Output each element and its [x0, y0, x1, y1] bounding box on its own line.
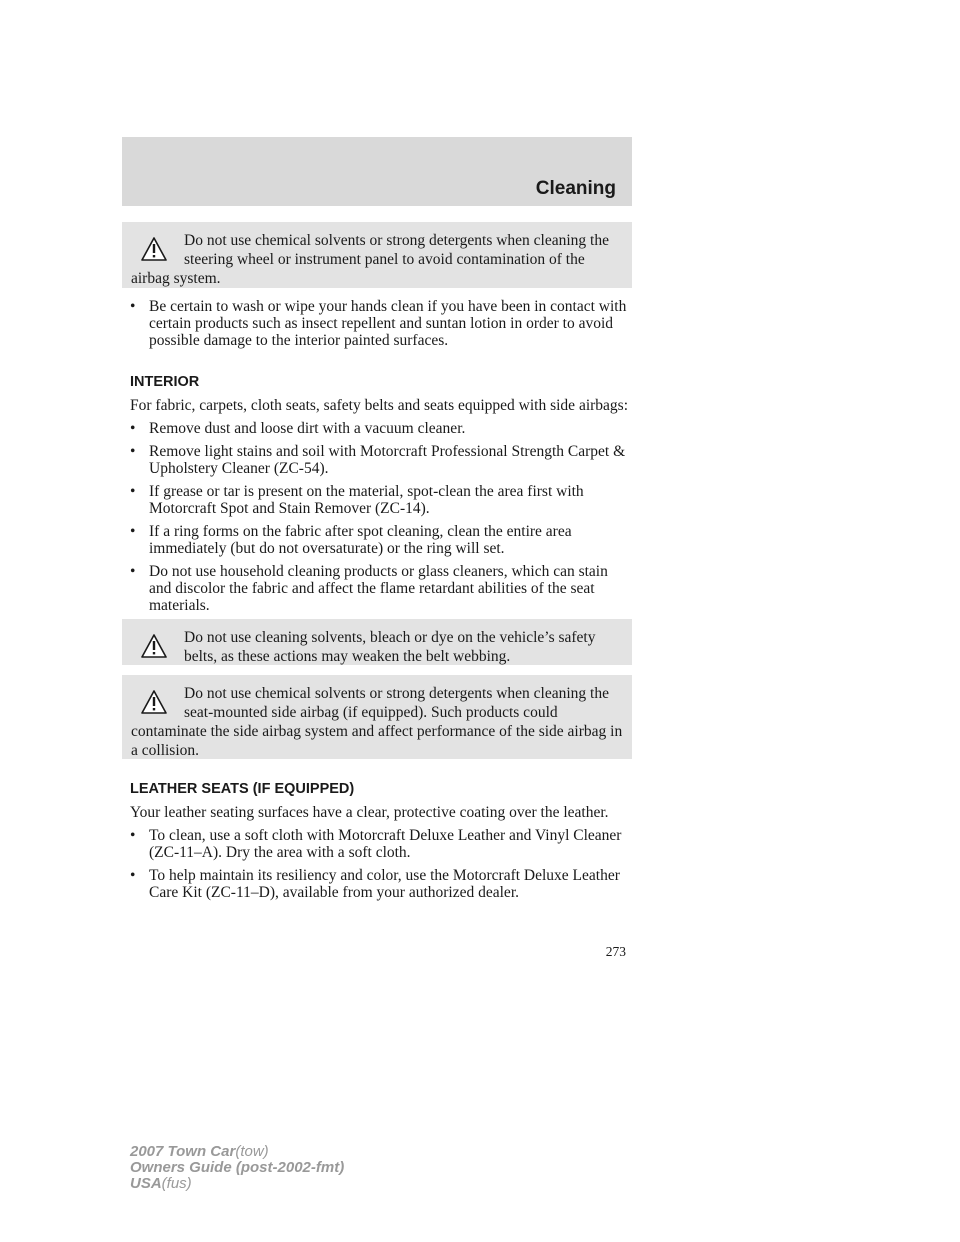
warning-box	[122, 619, 632, 665]
footer-model-code: (tow)	[235, 1143, 269, 1160]
warning-text: Do not use chemical solvents or strong detergents when cleaning the steering wheel or instrument panel to avoid contamination of the airbag system.	[131, 232, 609, 287]
warning-triangle-icon	[140, 633, 168, 659]
footer-model: 2007 Town Car	[130, 1143, 236, 1160]
footer-guide: Owners Guide (post-2002-fmt)	[130, 1159, 345, 1176]
section-header	[122, 137, 632, 206]
leather-heading: LEATHER SEATS (IF EQUIPPED)	[130, 781, 355, 797]
list-item: • Be certain to wash or wipe your hands clean if you have been in contact with certain products such as insect repellent and suntan lotion in order to avoid possible damage to the interior painted surfaces.	[130, 298, 627, 349]
interior-intro: For fabric, carpets, cloth seats, safety belts and seats equipped with side airbags:	[130, 397, 629, 414]
list-item: • To help maintain its resiliency and color, use the Motorcraft Deluxe Leather Care Kit (ZC-11–D), available from your authorized dealer.	[130, 867, 620, 901]
interior-heading: INTERIOR	[130, 374, 200, 390]
list-item: • If grease or tar is present on the material, spot-clean the area first with Motorcraft Spot and Stain Remover (ZC-14).	[130, 483, 584, 517]
warning-triangle-icon	[140, 236, 168, 262]
list-item: • Remove light stains and soil with Motorcraft Professional Strength Carpet & Upholstery Cleaner (ZC-54).	[130, 443, 626, 477]
hand-wash-bullet	[130, 298, 632, 349]
warning-text: Do not use cleaning solvents, bleach or dye on the vehicle’s safety belts, as these actions may weaken the belt webbing.	[184, 629, 596, 665]
section-title: Cleaning	[535, 178, 616, 199]
list-item: • To clean, use a soft cloth with Motorcraft Deluxe Leather and Vinyl Cleaner (ZC-11–A). Dry the area with a soft cloth.	[130, 827, 622, 861]
warning-box	[122, 675, 632, 759]
footer-market-code: (fus)	[161, 1175, 192, 1192]
list-item: • If a ring forms on the fabric after spot cleaning, clean the entire area immediately (but do not oversaturate) or the ring will set.	[130, 523, 572, 557]
interior-section	[130, 397, 632, 614]
list-item: • Do not use household cleaning products or glass cleaners, which can stain and discolor the fabric and affect the flame retardant abilities of the seat materials.	[130, 563, 608, 614]
leather-section	[130, 804, 632, 901]
leather-intro: Your leather seating surfaces have a clear, protective coating over the leather.	[130, 804, 609, 821]
warning-triangle-icon	[140, 689, 168, 715]
list-item: • Remove dust and loose dirt with a vacuum cleaner.	[130, 420, 466, 437]
footer-market: USA	[130, 1175, 162, 1192]
warning-text: Do not use chemical solvents or strong detergents when cleaning the seat-mounted side airbag (if equipped). Such products could contaminate the side airbag system and affect performance of the side airbag in a collision.	[131, 685, 623, 759]
page-number: 273	[605, 944, 626, 959]
document-footer	[130, 1144, 344, 1192]
warning-box	[122, 222, 632, 288]
